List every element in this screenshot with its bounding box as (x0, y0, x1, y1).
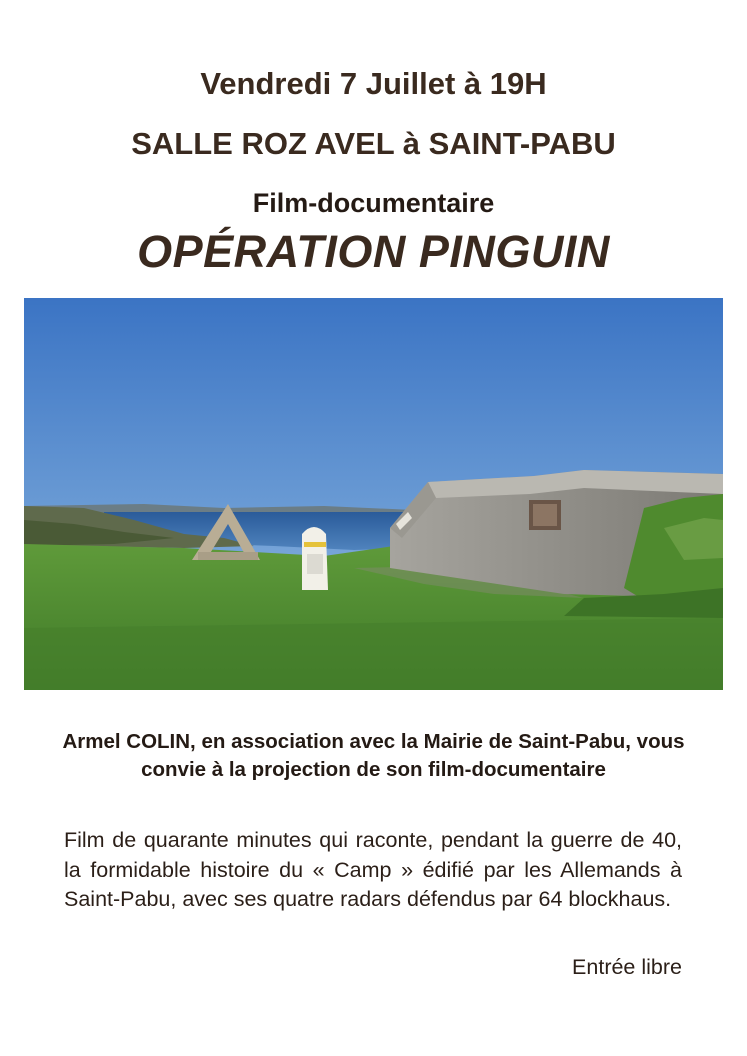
event-venue: SALLE ROZ AVEL à SAINT-PABU (131, 126, 616, 161)
film-title: OPÉRATION PINGUIN (137, 226, 610, 277)
invitation-text: Armel COLIN, en association avec la Mairie de Saint-Pabu, vous convie à la projection de son film-documentaire (62, 730, 685, 781)
blockhaus-photo (24, 298, 723, 690)
event-date: Vendredi 7 Juillet à 19H (200, 66, 547, 101)
entry-note: Entrée libre (572, 955, 682, 979)
film-genre: Film-documentaire (252, 188, 495, 218)
film-description: Film de quarante minutes qui raconte, pendant la guerre de 40, la formidable histoire du « Camp » édifié par les Allemands à Saint-Pabu, avec ses quatre radars défendus par 64 blockhaus. (64, 828, 682, 911)
